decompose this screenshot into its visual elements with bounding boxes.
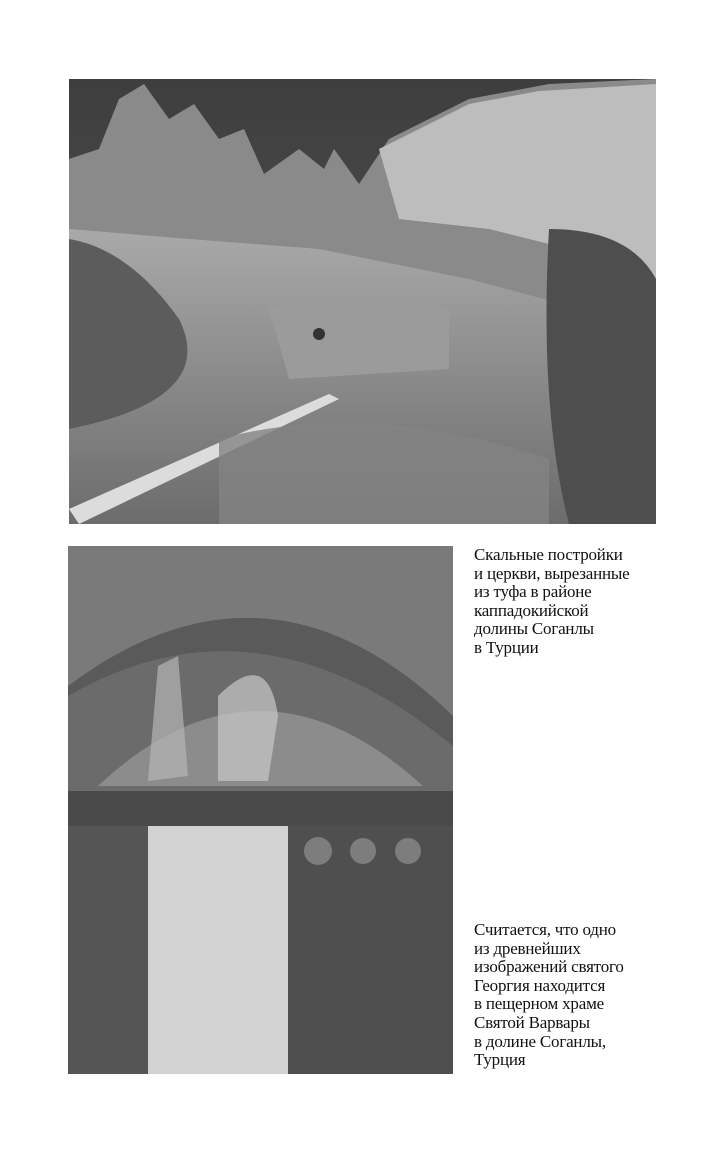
caption-line: Георгия находится xyxy=(474,975,606,995)
caption-rock-landscape xyxy=(474,546,674,658)
caption-line: долины Соганлы xyxy=(474,619,594,639)
caption-line: Святой Варвары xyxy=(474,1012,590,1032)
photo-rock-landscape xyxy=(69,79,656,524)
caption-line: Скальные постройки xyxy=(474,545,623,564)
photo-cave-church-fresco xyxy=(68,546,453,1074)
caption-line: каппадокийской xyxy=(474,600,589,620)
caption-line: Турция xyxy=(474,1050,526,1070)
caption-line: из древнейших xyxy=(474,938,581,958)
caption-line: Считается, что одно xyxy=(474,920,616,939)
caption-line: и церкви, вырезанные xyxy=(474,563,630,583)
caption-line: в Турции xyxy=(474,637,539,657)
caption-line: в долине Соганлы, xyxy=(474,1031,606,1051)
caption-cave-church xyxy=(474,921,674,1070)
caption-line: изображений святого xyxy=(474,957,624,977)
caption-line: в пещерном храме xyxy=(474,994,604,1014)
caption-line: из туфа в районе xyxy=(474,582,592,602)
